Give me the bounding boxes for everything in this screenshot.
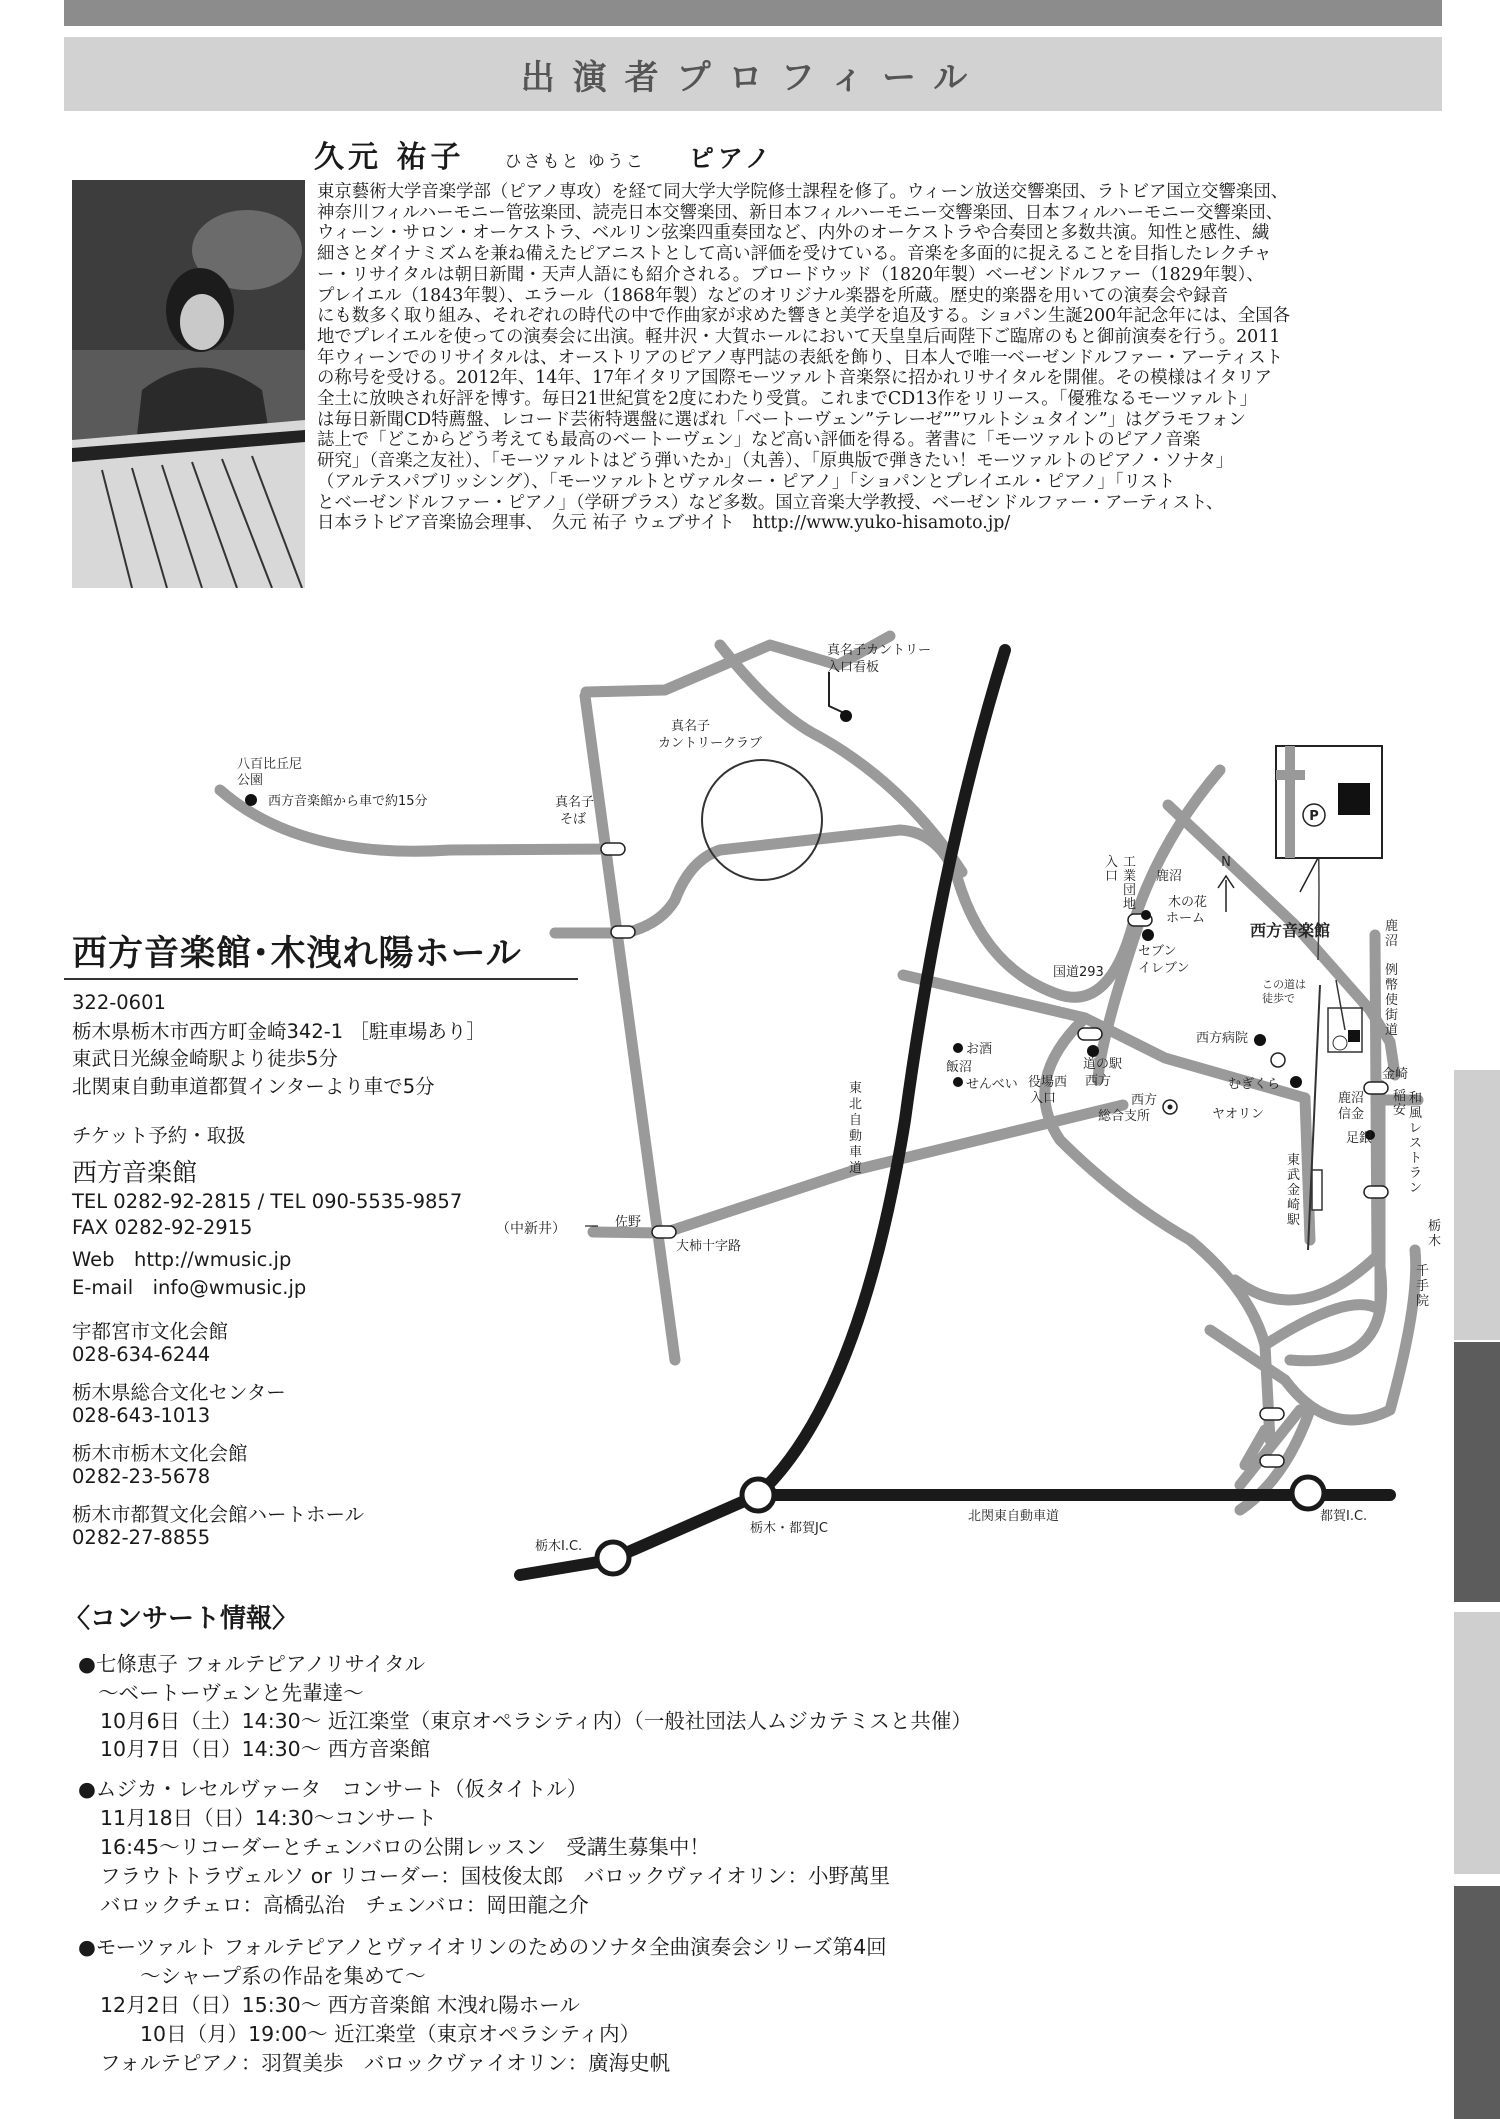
walk-2: 徒歩で	[1262, 992, 1295, 1005]
tochigi-tsuga-jc-marker	[742, 1479, 774, 1511]
section-title: 出演者プロフィール	[520, 57, 986, 98]
venue-address: 栃木県栃木市西方町金崎342-1 ［駐車場あり］	[72, 1020, 486, 1043]
ke-1: 鹿	[1385, 919, 1399, 934]
tsuga-ic-marker	[1292, 1477, 1324, 1509]
tochigi-1: 栃	[1428, 1219, 1442, 1234]
tx-3: 自	[849, 1113, 863, 1128]
yaorin-label: ヤオリン	[1212, 1107, 1265, 1122]
concert-3-line-3: フォルテピアノ：羽賀美歩 バロックヴァイオリン：廣海史帆	[100, 2051, 671, 2075]
office-1: 西方	[1131, 1093, 1158, 1108]
soba-label-1: 真名子	[555, 795, 595, 810]
ticket-tel: TEL 0282-92-2815 / TEL 090-5535-9857	[72, 1190, 463, 1213]
wafu-1: 和	[1409, 1091, 1423, 1106]
ind-2: 口	[1105, 869, 1119, 884]
country-club-label-1: 真名子	[671, 719, 711, 734]
michinoeki-1: 道の駅	[1083, 1057, 1123, 1072]
performer-instrument: ピアノ	[688, 144, 774, 173]
concert-3-line-2: 10日（月）19:00～ 近江楽堂（東京オペラシティ内）	[140, 2022, 641, 2046]
rh-1: 例	[1385, 963, 1399, 978]
tsuga-ic-label: 都賀I.C.	[1320, 1509, 1368, 1524]
park-label-1: 八百比丘尼	[237, 757, 303, 772]
inayasu-2: 安	[1393, 1103, 1407, 1118]
ogaki-label: 大柿十字路	[676, 1239, 742, 1254]
parking-label: P	[1309, 809, 1319, 824]
soba-label-2: そば	[560, 812, 587, 827]
ticket-web[interactable]	[72, 1244, 291, 1272]
senju-2: 手	[1416, 1279, 1430, 1294]
yakuba-2: 入口	[1030, 1091, 1057, 1106]
wafu-2: 風	[1409, 1106, 1423, 1121]
concert-1-date-2: 10月7日（日）14:30～ 西方音楽館	[100, 1737, 431, 1761]
concert-1-subtitle: ～ベートーヴェンと先輩達～	[98, 1681, 364, 1705]
ind-5: 団	[1123, 883, 1137, 898]
bio-line: プレイエル（1843年製）、エラール（1868年製）などのオリジナル楽器を所蔵。歴史的楽器を用いての演奏会や録音	[317, 285, 1229, 306]
concert-2-line-3: フラウトトラヴェルソ or リコーダー：国枝俊太郎 バロックヴァイオリン：小野萬里	[100, 1864, 891, 1888]
sano-label: 佐野	[615, 1215, 642, 1230]
concert-1-title: ●七條恵子 フォルテピアノリサイタル	[78, 1652, 426, 1676]
senju-3: 院	[1416, 1294, 1430, 1309]
venue-title: 西方音楽館･木洩れ陽ホール	[72, 934, 522, 974]
bio-line: 東京藝術大学音楽学部（ピアノ専攻）を経て同大学大学院修士課程を修了。ウィーン放送交響楽団、ラトビア国立交響楽団、	[317, 182, 1289, 202]
bio-line: 全土に放映され好評を博す。毎日21世紀賞を2度にわたり受賞。これまでCD13作をリリース。「優雅なるモーツァルト」	[317, 389, 1258, 410]
venue-inset	[1276, 746, 1382, 892]
senbei-label: せんべい	[966, 1077, 1018, 1092]
senju-1: 千	[1416, 1264, 1430, 1279]
st-4: 崎	[1287, 1198, 1301, 1213]
bio-line: ウィーン・サロン・オーケストラ、ベルリン弦楽四重奏団など、内外のオーケストラや合奏団と多数共演。知性と感性、繊	[317, 223, 1270, 244]
ind-4: 業	[1123, 869, 1137, 884]
park-distance-label: 西方音楽館から車で約15分	[268, 794, 428, 809]
wafu-4: ス	[1409, 1136, 1423, 1151]
venue-map-label: 西方音楽館	[1250, 921, 1331, 940]
route293-label: 国道293	[1053, 965, 1104, 980]
country-club-circle	[702, 760, 822, 880]
edge-tab	[1454, 1070, 1500, 1340]
outlet-phone: 028-643-1013	[72, 1404, 211, 1427]
konohana-2: ホーム	[1166, 911, 1206, 926]
rh-4: 街	[1385, 1008, 1399, 1023]
bio-line: とベーゼンドルファー・ピアノ」（学研プラス）など多数。国立音楽大学教授、ベーゼンドルファー・アーティスト、	[317, 492, 1224, 513]
ticket-email[interactable]	[72, 1272, 306, 1300]
shinkin-2: 信金	[1338, 1107, 1365, 1122]
ashigin-label: 足銀	[1346, 1131, 1373, 1146]
concert-3-title: ●モーツァルト フォルテピアノとヴァイオリンのためのソナタ全曲演奏会シリーズ第4回	[78, 1935, 887, 1959]
bio-line: ー・リサイタルは朝日新聞・天声人語にも紹介される。ブロードウッド（1820年製）ベーゼンドルファー（1829年製）、	[317, 264, 1264, 285]
outlet-phone: 0282-23-5678	[72, 1465, 211, 1488]
concert-2-line-1: 11月18日（日）14:30～コンサート	[100, 1806, 437, 1830]
ticket-heading: チケット予約・取扱	[72, 1124, 246, 1147]
jc-label: 栃木・都賀JC	[750, 1521, 828, 1536]
st-5: 駅	[1287, 1213, 1301, 1228]
bio-line: 神奈川フィルハーモニー管弦楽団、読売日本交響楽団、新日本フィルハーモニー交響楽団、日本フィルハーモニー交響楽団、	[317, 202, 1284, 223]
bio-line: 誌上で「どこからどう考えても最高のベートーヴェン」など高い評価を得る。著書に「モーツァルトのピアノ音楽	[317, 430, 1201, 451]
ticket-org: 西方音楽館	[72, 1158, 198, 1187]
tochigi-2: 木	[1428, 1234, 1442, 1249]
bio-line: の称号を受ける。2012年、14年、17年イタリア国際モーツァルト音楽祭に招かれリサイタルを開催。その模様はイタリア	[317, 368, 1272, 389]
concert-2-title: ●ムジカ・レセルヴァータ コンサート（仮タイトル）	[78, 1777, 588, 1801]
tx-6: 道	[849, 1161, 863, 1176]
concert-3-subtitle: ～シャープ系の作品を集めて～	[140, 1964, 426, 1988]
bio-line: にも数多く取り組み、それぞれの時代の中で作曲家が求めた響きと美学を追及する。ショパン生誕200年記念年には、全国各	[317, 306, 1290, 327]
bio-line: （アルテスパブリッシング）、「モーツァルトとヴァルター・ピアノ」「ショパンとプレイエル・ピアノ」「リスト	[317, 471, 1176, 492]
concert-1-date-1: 10月6日（土）14:30～ 近江楽堂（東京オペラシティ内）（一般社団法人ムジカテミスと共催）	[100, 1709, 972, 1733]
concert-2-line-4: バロックチェロ：高橋弘治 チェンバロ：岡田龍之介	[100, 1893, 589, 1917]
concert-section-heading: 〈コンサート情報〉	[64, 1604, 299, 1634]
kanasaki-label: 金崎	[1382, 1067, 1409, 1082]
kanuma-north-label: 鹿沼	[1156, 869, 1183, 884]
outlet-name: 栃木市都賀文化会館ハートホール	[72, 1503, 365, 1526]
yakuba-1: 役場西	[1028, 1075, 1068, 1090]
bio-line: は毎日新聞CD特薦盤、レコード芸術特選盤に選ばれ「ベートーヴェン”テレーゼ””ワルトシュタイン”」はグラモフォン	[317, 409, 1246, 430]
inayasu-1: 稲	[1393, 1089, 1407, 1104]
ticket-fax: FAX 0282-92-2915	[72, 1216, 253, 1239]
edge-tab	[1454, 1342, 1500, 1602]
hospital-label: 西方病院	[1196, 1031, 1249, 1046]
ticket-tel-note: （中新井）	[496, 1221, 566, 1237]
ind-6: 地	[1123, 897, 1137, 912]
michinoeki-2: 西方	[1085, 1074, 1112, 1089]
tx-4: 動	[849, 1129, 863, 1144]
wafu-3: レ	[1409, 1121, 1423, 1136]
country-sign-label-1: 真名子カントリー	[827, 643, 932, 658]
rh-5: 道	[1385, 1023, 1399, 1038]
performer-kana: ひさもと ゆうこ	[504, 152, 645, 172]
outlet-name: 宇都宮市文化会館	[72, 1320, 229, 1343]
outlet-phone: 028-634-6244	[72, 1343, 211, 1366]
concert-3-line-1: 12月2日（日）15:30～ 西方音楽館 木洩れ陽ホール	[100, 1993, 580, 2017]
kitakanto-label: 北関東自動車道	[968, 1509, 1060, 1524]
outlet-name: 栃木県総合文化センター	[72, 1381, 286, 1404]
park-label-2: 公園	[237, 773, 264, 788]
venue-postal: 322-0601	[72, 991, 166, 1014]
konohana-1: 木の花	[1168, 895, 1208, 910]
outlet-name: 栃木市栃木文化会館	[72, 1442, 248, 1465]
bio-line: 地でプレイエルを使っての演奏会に出演。軽井沢・大賀ホールにおいて天皇皇后両陛下ご臨席のもと御前演奏を行う。2011	[317, 326, 1281, 347]
tx-5: 車	[849, 1145, 863, 1160]
iinuma-label: 飯沼	[946, 1060, 973, 1075]
wafu-6: ラ	[1409, 1166, 1423, 1181]
tochigi-ic-label: 栃木I.C.	[535, 1539, 583, 1554]
bio-line: 日本ラトビア音楽協会理事、 久元 祐子 ウェブサイト http://www.yuko-hisamoto.jp/	[317, 513, 1011, 534]
country-sign-label-2: 入口看板	[827, 660, 880, 675]
ind-3: 工	[1123, 855, 1137, 870]
rh-2: 幣	[1385, 978, 1399, 993]
outlet-phone: 0282-27-8855	[72, 1526, 211, 1549]
mugikura-label: むぎくら	[1228, 1077, 1281, 1092]
seven-1: セブン	[1138, 944, 1177, 959]
venue-divider	[64, 978, 578, 980]
wafu-5: ト	[1409, 1151, 1423, 1166]
edge-tab	[1454, 1886, 1500, 2119]
venue-access-1: 東武日光線金崎駅より徒歩5分	[72, 1047, 338, 1070]
st-1: 東	[1287, 1153, 1301, 1168]
st-3: 金	[1287, 1183, 1301, 1198]
edge-tab	[1454, 1612, 1500, 1874]
country-club-label-2: カントリークラブ	[658, 736, 763, 751]
ticket-web-text[interactable]: Web http://wmusic.jp	[72, 1248, 292, 1271]
concert-2-line-2: 16:45～リコーダーとチェンバロの公開レッスン 受講生募集中！	[100, 1835, 710, 1859]
ke-2: 沼	[1385, 934, 1399, 949]
rh-3: 使	[1385, 993, 1399, 1008]
bio-line: 年ウィーンでのリサイタルは、オーストリアのピアノ専門誌の表紙を飾り、日本人で唯一ベーゼンドルファー・アーティスト	[317, 347, 1284, 368]
tochigi-ic-marker	[597, 1542, 629, 1574]
country-sign-pointer	[829, 672, 842, 712]
north-label: N	[1221, 855, 1231, 870]
walk-1: この道は	[1262, 978, 1306, 991]
venue-access-2: 北関東自動車道都賀インターより車で5分	[72, 1075, 435, 1098]
ticket-email-text[interactable]: E-mail info@wmusic.jp	[72, 1276, 307, 1299]
shinkin-1: 鹿沼	[1338, 1091, 1365, 1106]
office-2: 総合支所	[1098, 1109, 1151, 1124]
bio-line: 研究」（音楽之友社）、「モーツァルトはどう弾いたか」（丸善）、「原典版で弾きたい！モーツァルトのピアノ・ソナタ」	[317, 451, 1234, 472]
performer-name: 久元 祐子	[314, 140, 465, 175]
ind-1: 入	[1105, 855, 1119, 870]
st-2: 武	[1287, 1168, 1301, 1183]
tx-2: 北	[849, 1097, 863, 1112]
tx-1: 東	[849, 1081, 863, 1096]
bio-line: 細さとダイナミズムを兼ね備えたピアニストとして高い評価を受けている。音楽を多面的に捉えることを目指したレクチャ	[317, 244, 1272, 265]
wafu-7: ン	[1409, 1181, 1423, 1196]
seven-2: イレブン	[1138, 961, 1190, 976]
osake-label: お酒	[966, 1042, 993, 1057]
